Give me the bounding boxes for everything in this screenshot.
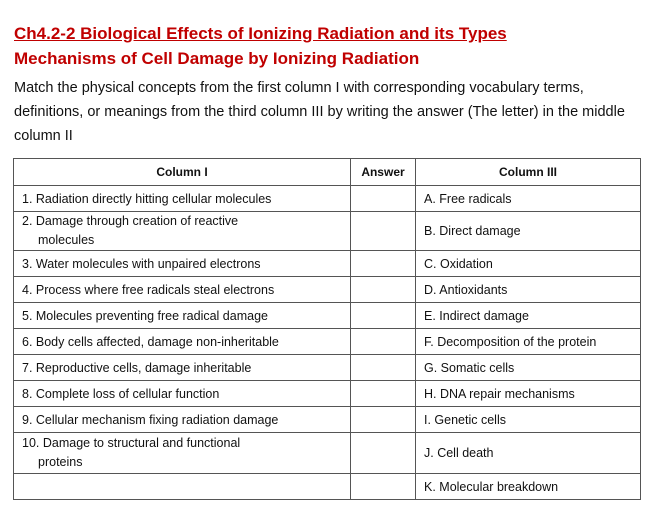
column-3-item: I. Genetic cells: [416, 407, 641, 433]
column-3-item: B. Direct damage: [416, 212, 641, 251]
worksheet-subtitle: Mechanisms of Cell Damage by Ionizing Radiation: [14, 49, 420, 68]
table-row: [14, 433, 641, 474]
matching-table: [13, 158, 641, 500]
column-1-item: [14, 212, 351, 251]
header-answer: Answer: [351, 159, 416, 186]
column-3-item: A. Free radicals: [416, 186, 641, 212]
column-1-item: 6. Body cells affected, damage non-inheritable: [14, 329, 351, 355]
table-row: [14, 212, 641, 251]
table-row: [14, 303, 641, 329]
answer-cell[interactable]: [351, 407, 416, 433]
column-3-item: G. Somatic cells: [416, 355, 641, 381]
table-row: [14, 329, 641, 355]
column-1-item: 8. Complete loss of cellular function: [14, 381, 351, 407]
column-1-item: 9. Cellular mechanism fixing radiation damage: [14, 407, 351, 433]
answer-cell[interactable]: [351, 251, 416, 277]
column-1-item-line2: proteins: [38, 455, 83, 469]
table-row: [14, 355, 641, 381]
answer-cell[interactable]: [351, 433, 416, 474]
column-1-item: 5. Molecules preventing free radical damage: [14, 303, 351, 329]
instructions: Match the physical concepts from the first column I with corresponding vocabulary terms, definitions, or meanings from the third column III by writing the answer (The letter) in the middle column II: [14, 80, 625, 144]
column-1-item-line1: 10. Damage to structural and functional: [22, 436, 241, 450]
answer-cell[interactable]: [351, 303, 416, 329]
answer-cell[interactable]: [351, 381, 416, 407]
column-1-item: 3. Water molecules with unpaired electrons: [14, 251, 351, 277]
column-1-item: [14, 433, 351, 474]
header-column-1: Column I: [14, 159, 351, 186]
column-1-item-line2: molecules: [38, 233, 95, 247]
table-row: [14, 277, 641, 303]
answer-cell[interactable]: [351, 186, 416, 212]
worksheet-title: Ch4.2-2 Biological Effects of Ionizing Radiation and its Types: [14, 24, 507, 43]
answer-cell[interactable]: [351, 212, 416, 251]
answer-cell[interactable]: [351, 329, 416, 355]
column-3-item: K. Molecular breakdown: [416, 474, 641, 500]
column-3-item: H. DNA repair mechanisms: [416, 381, 641, 407]
table-row: [14, 381, 641, 407]
table-header-row: [14, 159, 641, 186]
table-row: [14, 251, 641, 277]
answer-cell[interactable]: [351, 355, 416, 381]
column-1-item: [14, 474, 351, 500]
column-3-item: E. Indirect damage: [416, 303, 641, 329]
table-row: [14, 186, 641, 212]
column-1-item-line1: 2. Damage through creation of reactive: [22, 214, 239, 228]
column-1-item: 1. Radiation directly hitting cellular molecules: [14, 186, 351, 212]
header-column-3: Column III: [416, 159, 641, 186]
answer-cell[interactable]: [351, 474, 416, 500]
column-3-item: D. Antioxidants: [416, 277, 641, 303]
column-3-item: C. Oxidation: [416, 251, 641, 277]
table-row: [14, 474, 641, 500]
column-3-item: J. Cell death: [416, 433, 641, 474]
column-1-item: 7. Reproductive cells, damage inheritable: [14, 355, 351, 381]
table-row: [14, 407, 641, 433]
answer-cell[interactable]: [351, 277, 416, 303]
column-3-item: F. Decomposition of the protein: [416, 329, 641, 355]
column-1-item: 4. Process where free radicals steal electrons: [14, 277, 351, 303]
